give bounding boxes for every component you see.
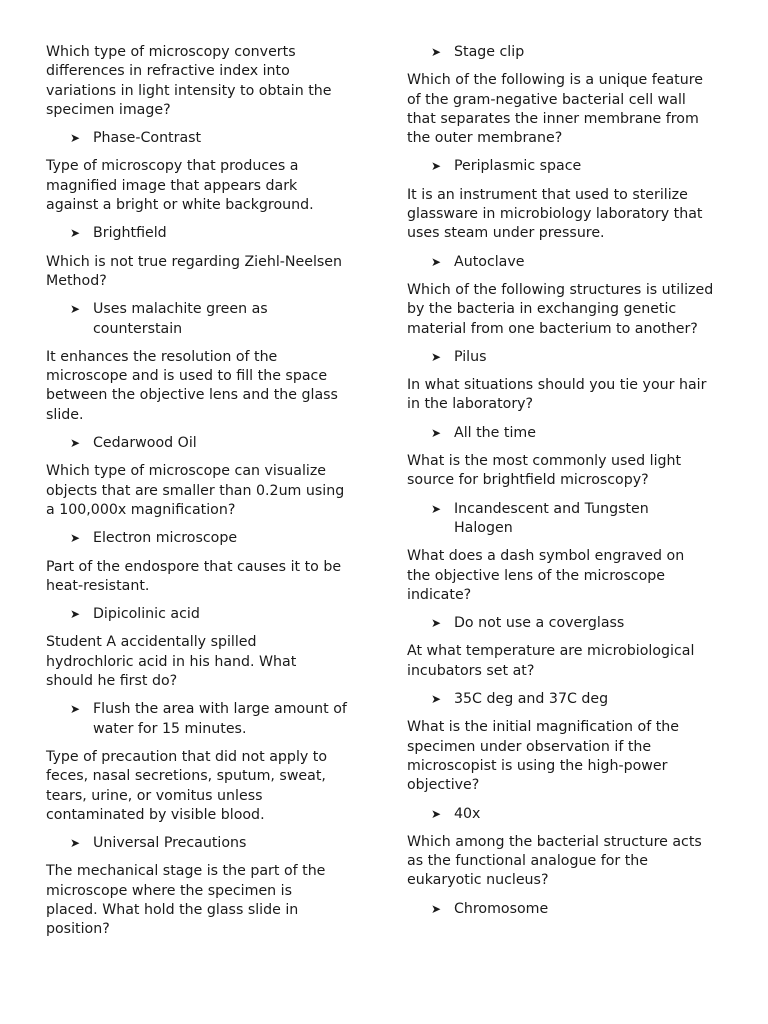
- answer-text: Uses malachite green as counterstain: [93, 301, 268, 337]
- arrow-bullet-icon: ➤: [431, 159, 442, 174]
- arrow-bullet-icon: ➤: [431, 254, 442, 269]
- question-text: Type of precaution that did not apply to feces, nasal secretions, sputum, sweat, tears, urine, or vomitus unless contaminated by visible blood.: [46, 748, 328, 823]
- arrow-bullet-icon: ➤: [70, 131, 81, 146]
- answer-item: [407, 348, 729, 367]
- arrow-bullet-icon: ➤: [431, 901, 442, 916]
- question-text: Which type of microscope can visualize objects that are smaller than 0.2um using a 100,000x magnification?: [46, 463, 345, 518]
- question-text: Which type of microscopy converts differences in refractive index into variations in light intensity to obtain the specimen image?: [46, 44, 332, 118]
- answer-item: [407, 500, 729, 539]
- answer-text: All the time: [454, 424, 536, 441]
- answer-text: Universal Precautions: [93, 835, 247, 852]
- question-text: What is the initial magnification of the specimen under observation if the microscopist is using the high-power objective?: [407, 719, 679, 794]
- question-text: It is an instrument that used to sterilize glassware in microbiology laboratory that uses steam under pressure.: [407, 186, 703, 242]
- arrow-bullet-icon: ➤: [431, 425, 442, 440]
- left-column: [46, 43, 371, 949]
- question-text: What is the most commonly used light source for brightfield microscopy?: [407, 453, 682, 489]
- arrow-bullet-icon: ➤: [431, 501, 442, 516]
- answer-item: [407, 424, 729, 443]
- arrow-bullet-icon: ➤: [431, 349, 442, 364]
- right-column: [407, 43, 729, 928]
- answer-text: Phase-Contrast: [93, 130, 202, 147]
- answer-text: Flush the area with large amount of water for 15 minutes.: [93, 701, 347, 737]
- answer-item: [46, 434, 371, 453]
- answer-item: [46, 300, 371, 339]
- answer-item: [46, 700, 371, 739]
- question-text: Which of the following structures is utilized by the bacteria in exchanging genetic material from one bacterium to another?: [407, 281, 714, 337]
- answer-item: [407, 253, 729, 272]
- question-text: In what situations should you tie your hair in the laboratory?: [407, 377, 707, 413]
- answer-item: [407, 900, 729, 919]
- answer-text: Autoclave: [454, 253, 525, 270]
- arrow-bullet-icon: ➤: [70, 702, 81, 717]
- question-text: It enhances the resolution of the microscope and is used to fill the space between the objective lens and the glass slide.: [46, 348, 338, 423]
- answer-text: Incandescent and Tungsten Halogen: [454, 500, 649, 536]
- answer-item: [46, 529, 371, 548]
- question-text: Which among the bacterial structure acts as the functional analogue for the eukaryotic nucleus?: [407, 833, 702, 889]
- arrow-bullet-icon: ➤: [70, 836, 81, 851]
- answer-item: [46, 834, 371, 853]
- question-text: What does a dash symbol engraved on the objective lens of the microscope indicate?: [407, 548, 685, 603]
- question-text: Which is not true regarding Ziehl-Neelsen Method?: [46, 253, 343, 289]
- answer-text: 40x: [454, 805, 481, 822]
- answer-text: Chromosome: [454, 900, 549, 917]
- arrow-bullet-icon: ➤: [70, 531, 81, 546]
- arrow-bullet-icon: ➤: [70, 226, 81, 241]
- answer-item: [46, 605, 371, 624]
- answer-text: Dipicolinic acid: [93, 606, 200, 623]
- question-text: The mechanical stage is the part of the microscope where the specimen is placed. What hold the glass slide in position?: [46, 863, 326, 938]
- question-text: Type of microscopy that produces a magnified image that appears dark against a bright or white background.: [46, 158, 314, 214]
- answer-text: Do not use a coverglass: [454, 615, 625, 632]
- question-text: Which of the following is a unique feature of the gram-negative bacterial cell wall that separates the inner membrane from the outer membrane?: [407, 72, 703, 147]
- answer-text: Brightfield: [93, 225, 167, 242]
- question-text: At what temperature are microbiological incubators set at?: [407, 643, 695, 679]
- answer-item: [407, 805, 729, 824]
- question-text: Part of the endospore that causes it to be heat-resistant.: [46, 558, 342, 594]
- answer-item: [407, 690, 729, 709]
- arrow-bullet-icon: ➤: [431, 45, 442, 59]
- arrow-bullet-icon: ➤: [431, 692, 442, 707]
- answer-item: [407, 43, 729, 62]
- answer-item: [407, 614, 729, 633]
- arrow-bullet-icon: ➤: [70, 607, 81, 622]
- question-text: Student A accidentally spilled hydrochloric acid in his hand. What should he first do?: [46, 634, 297, 690]
- answer-text: Cedarwood Oil: [93, 435, 197, 452]
- answer-text: 35C deg and 37C deg: [454, 691, 609, 708]
- answer-text: Stage clip: [454, 44, 525, 60]
- arrow-bullet-icon: ➤: [431, 616, 442, 631]
- arrow-bullet-icon: ➤: [70, 302, 81, 317]
- answer-text: Periplasmic space: [454, 158, 582, 175]
- answer-item: [46, 224, 371, 243]
- answer-item: [46, 129, 371, 148]
- answer-item: [407, 157, 729, 176]
- answer-text: Electron microscope: [93, 530, 238, 547]
- arrow-bullet-icon: ➤: [431, 806, 442, 821]
- answer-text: Pilus: [454, 348, 487, 365]
- arrow-bullet-icon: ➤: [70, 436, 81, 451]
